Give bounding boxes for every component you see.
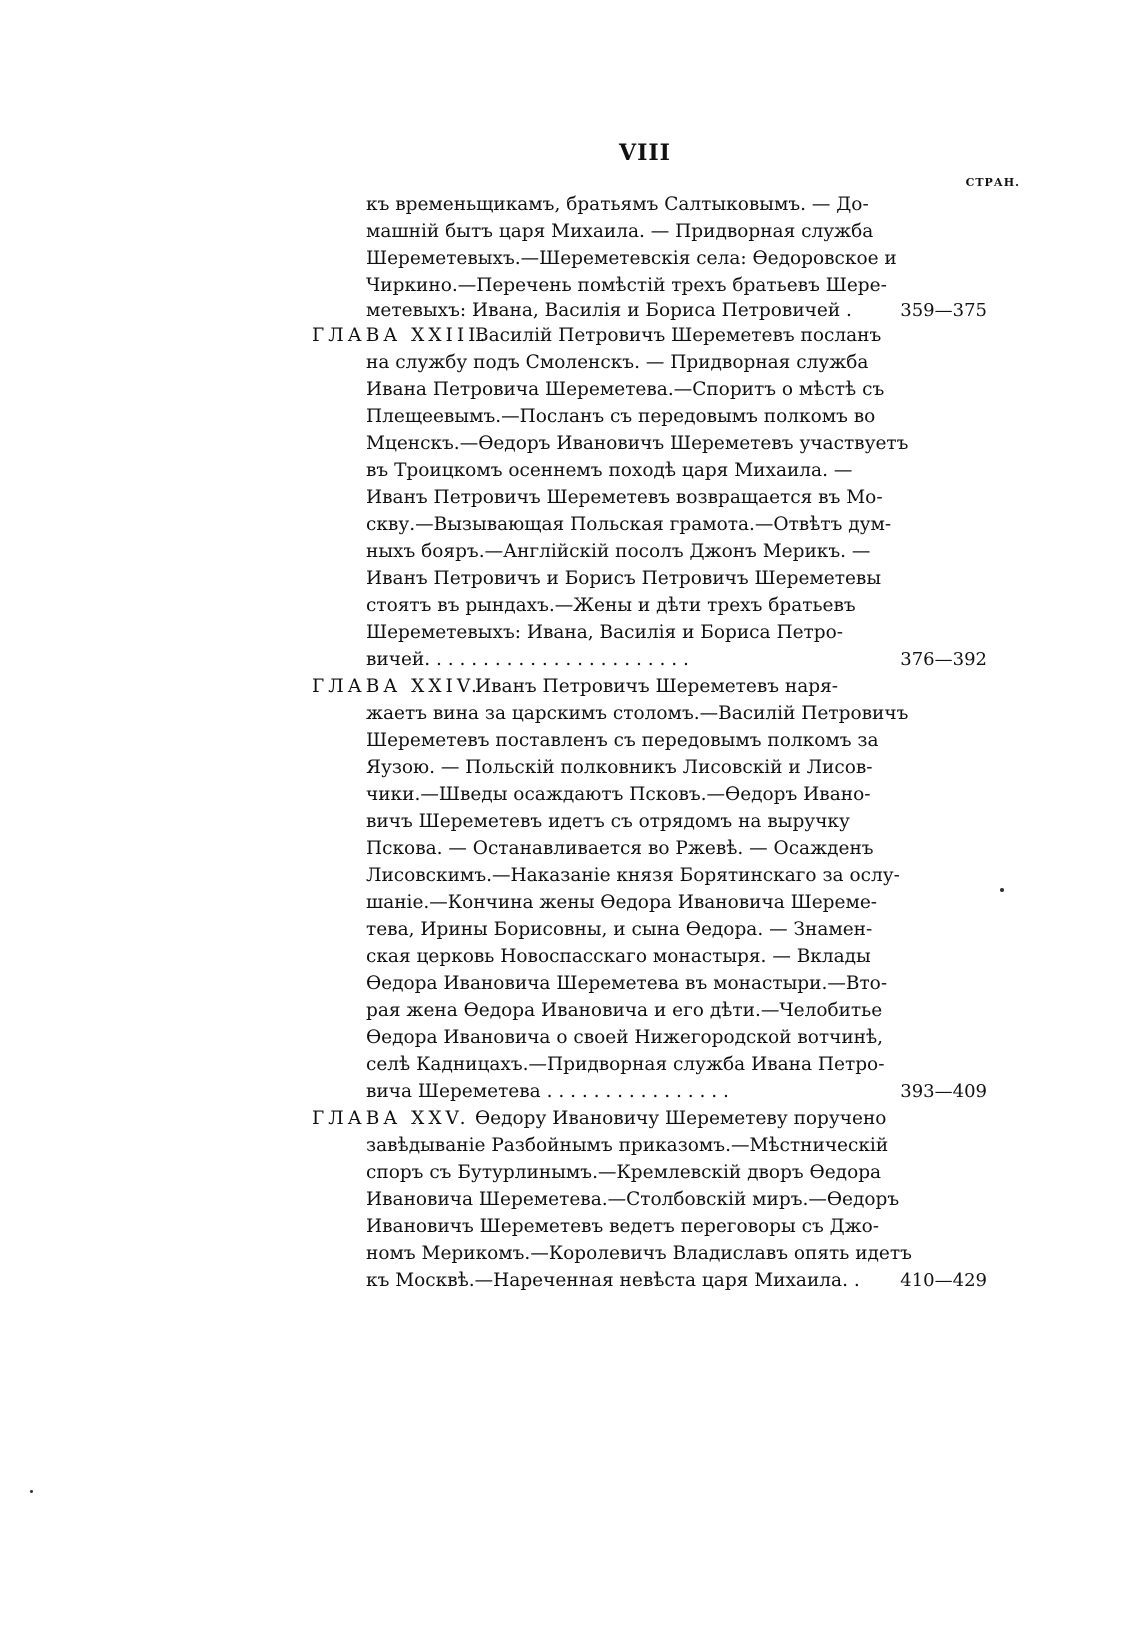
entry-text-line: Шереметевыхъ.—Шереметевскія села: Ѳедоровское и [366, 248, 897, 269]
entry-text-line: стоятъ въ рындахъ.—Жены и дѣти трехъ братьевъ [366, 595, 856, 616]
entry-text-line: завѣдываніе Разбойнымъ приказомъ.—Мѣстническій [366, 1135, 889, 1156]
entry-text-line: къ Москвѣ.—Нареченная невѣста царя Михаила. . [366, 1270, 860, 1291]
entry-text-line: Василій Петровичъ Шереметевъ посланъ [475, 325, 882, 346]
chapter-label: ГЛАВА XXIII. [312, 325, 490, 346]
entry-text-line: на службу подъ Смоленскъ. — Придворная служба [366, 352, 869, 373]
entry-text-line: Пскова. — Останавливается во Ржевѣ. — Осажденъ [366, 838, 874, 859]
entry-text-line: споръ съ Бутурлинымъ.—Кремлевскій дворъ Ѳедора [366, 1162, 882, 1183]
entry-text-line: Плещеевымъ.—Посланъ съ передовымъ полкомъ во [366, 406, 876, 427]
entry-text-line: Ивановича Шереметева.—Столбовскій миръ.—Ѳедоръ [366, 1189, 900, 1210]
entry-text-line: шаніе.—Кончина жены Ѳедора Ивановича Шереме- [366, 892, 878, 913]
entry-text-line: скву.—Вызывающая Польская грамота.—Отвѣтъ дум- [366, 514, 892, 535]
entry-text-line: къ временьщикамъ, братьямъ Салтыковымъ. — До- [366, 194, 869, 215]
entry-text-line: Ѳедора Ивановича Шереметева въ монастыри.—Вто- [366, 973, 888, 994]
chapter-label: ГЛАВА XXV. [312, 1108, 470, 1129]
entry-text-line: Иванъ Петровичъ и Борисъ Петровичъ Шереметевы [366, 568, 882, 589]
pages-column-header: СТРАН. [965, 176, 1020, 189]
page-range: 359—375 [900, 300, 987, 321]
entry-text-line: Ѳедору Ивановичу Шереметеву поручено [475, 1108, 887, 1129]
entry-text-line: Лисовскимъ.—Наказаніе князя Борятинскаго за ослу- [366, 865, 900, 886]
entry-text-line: чики.—Шведы осаждаютъ Псковъ.—Ѳедоръ Ивано- [366, 784, 871, 805]
entry-text-line: Чиркино.—Перечень помѣстій трехъ братьевъ Шере- [366, 275, 887, 296]
scan-speck [30, 1490, 33, 1493]
entry-text-line: жаетъ вина за царскимъ столомъ.—Василій Петровичъ [366, 703, 909, 724]
entry-text-line: Иванъ Петровичъ Шереметевъ наря- [475, 676, 839, 697]
entry-text-line: Ивановичъ Шереметевъ ведетъ переговоры съ Джо- [366, 1216, 880, 1237]
entry-text-line: Шереметевъ поставленъ съ передовымъ полкомъ за [366, 730, 879, 751]
entry-text-line: Шереметевыхъ: Ивана, Василія и Бориса Петро- [366, 622, 843, 643]
entry-text-line: метевыхъ: Ивана, Василія и Бориса Петровичей . [366, 300, 852, 321]
entry-text-line: номъ Мерикомъ.—Королевичъ Владиславъ опять идетъ [366, 1243, 912, 1264]
entry-text-line: Ивана Петровича Шереметева.—Споритъ о мѣстѣ съ [366, 379, 885, 400]
chapter-label: ГЛАВА XXIV. [312, 676, 481, 697]
entry-text-line: вичей. . . . . . . . . . . . . . . . . . . . . . . [366, 649, 689, 670]
entry-text-line: вичъ Шереметевъ идетъ съ отрядомъ на выручку [366, 811, 850, 832]
entry-text-line: машній бытъ царя Михаила. — Придворная служба [366, 221, 874, 242]
entry-text-line: Яузою. — Польскій полковникъ Лисовскій и Лисов- [366, 757, 873, 778]
scan-speck [1000, 888, 1004, 892]
entry-text-line: Иванъ Петровичъ Шереметевъ возвращается въ Мо- [366, 487, 883, 508]
entry-text-line: въ Троицкомъ осеннемъ походѣ царя Михаила. — [366, 460, 853, 481]
page-range: 376—392 [900, 649, 987, 670]
entry-text-line: рая жена Ѳедора Ивановича и его дѣти.—Челобитье [366, 1000, 883, 1021]
page-range: 410—429 [900, 1270, 987, 1291]
entry-text-line: Ѳедора Ивановича о своей Нижегородской вотчинѣ, [366, 1027, 884, 1048]
entry-text-line: ская церковь Новоспасскаго монастыря. — Вклады [366, 946, 871, 967]
page-number: VIII [619, 140, 671, 166]
page-range: 393—409 [900, 1081, 987, 1102]
entry-text-line: Мценскъ.—Ѳедоръ Ивановичъ Шереметевъ участвуетъ [366, 433, 909, 454]
entry-text-line: селѣ Кадницахъ.—Придворная служба Ивана Петро- [366, 1054, 885, 1075]
entry-text-line: тева, Ирины Борисовны, и сына Ѳедора. — Знамен- [366, 919, 873, 940]
entry-text-line: вича Шереметева . . . . . . . . . . . . . . . . [366, 1081, 729, 1102]
entry-text-line: ныхъ бояръ.—Англійскій посолъ Джонъ Мерикъ. — [366, 541, 871, 562]
